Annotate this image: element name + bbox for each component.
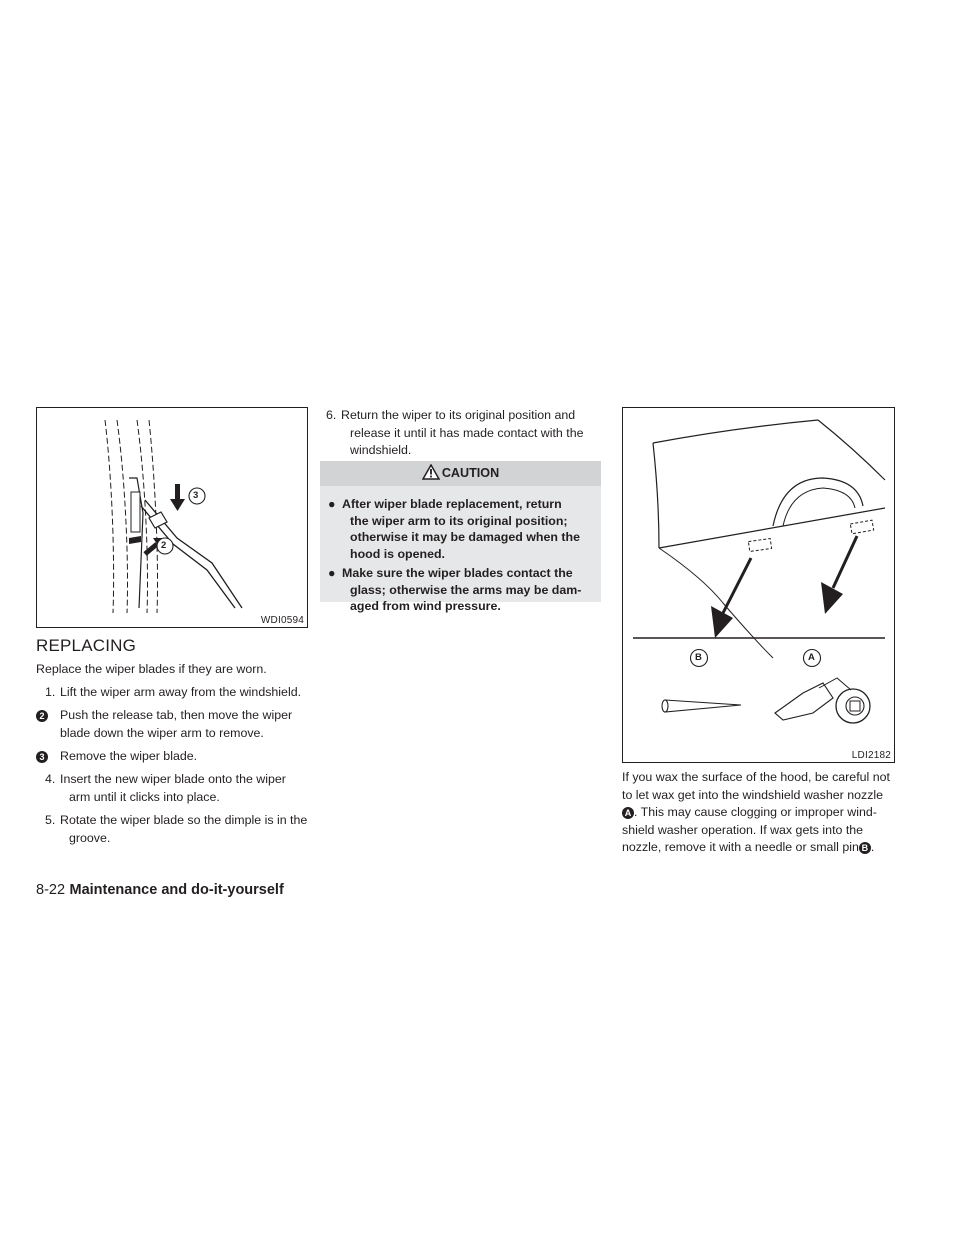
figure-code: WDI0594 [260,615,304,626]
callout-3: 3 [193,490,199,501]
page-number: 8-22 [36,882,66,898]
step-2-marker: 2 [36,710,48,722]
marker-b: B [859,842,871,854]
washer-nozzle-illustration [623,408,894,762]
intro-text: Replace the wiper blades if they are worn. [36,662,267,676]
section-heading: REPLACING [36,636,137,655]
warning-triangle-icon [422,464,440,480]
callout-a: A [808,652,815,663]
wax-note: If you wax the surface of the hood, be careful not to let wax get into the windshield washer nozzle A . This may cause clogging or improper wind- shield washer operation. If wax gets into the nozzle, remove it with a needle or small pin B . [622,770,890,854]
callout-2: 2 [161,540,167,551]
caution-header [320,461,601,486]
wiper-arm-illustration [37,408,307,627]
marker-a: A [622,807,634,819]
callout-b: B [695,652,702,663]
figure-code: LDI2182 [851,750,891,761]
wiper-arm-figure [36,407,308,628]
chapter-title: Maintenance and do-it-yourself [69,882,284,898]
caution-box: CAUTION ● After wiper blade replacement, return the wiper arm to its original position; otherwise it may be damaged when the hood is opened. ● Make sure the wiper blades contact the glass; otherwise the arms may be dam- aged from wind pressure. [320,461,601,602]
washer-nozzle-figure [622,407,895,763]
page-footer [36,881,284,899]
caution-title: CAUTION [441,466,500,480]
step-3-marker: 3 [36,751,48,763]
